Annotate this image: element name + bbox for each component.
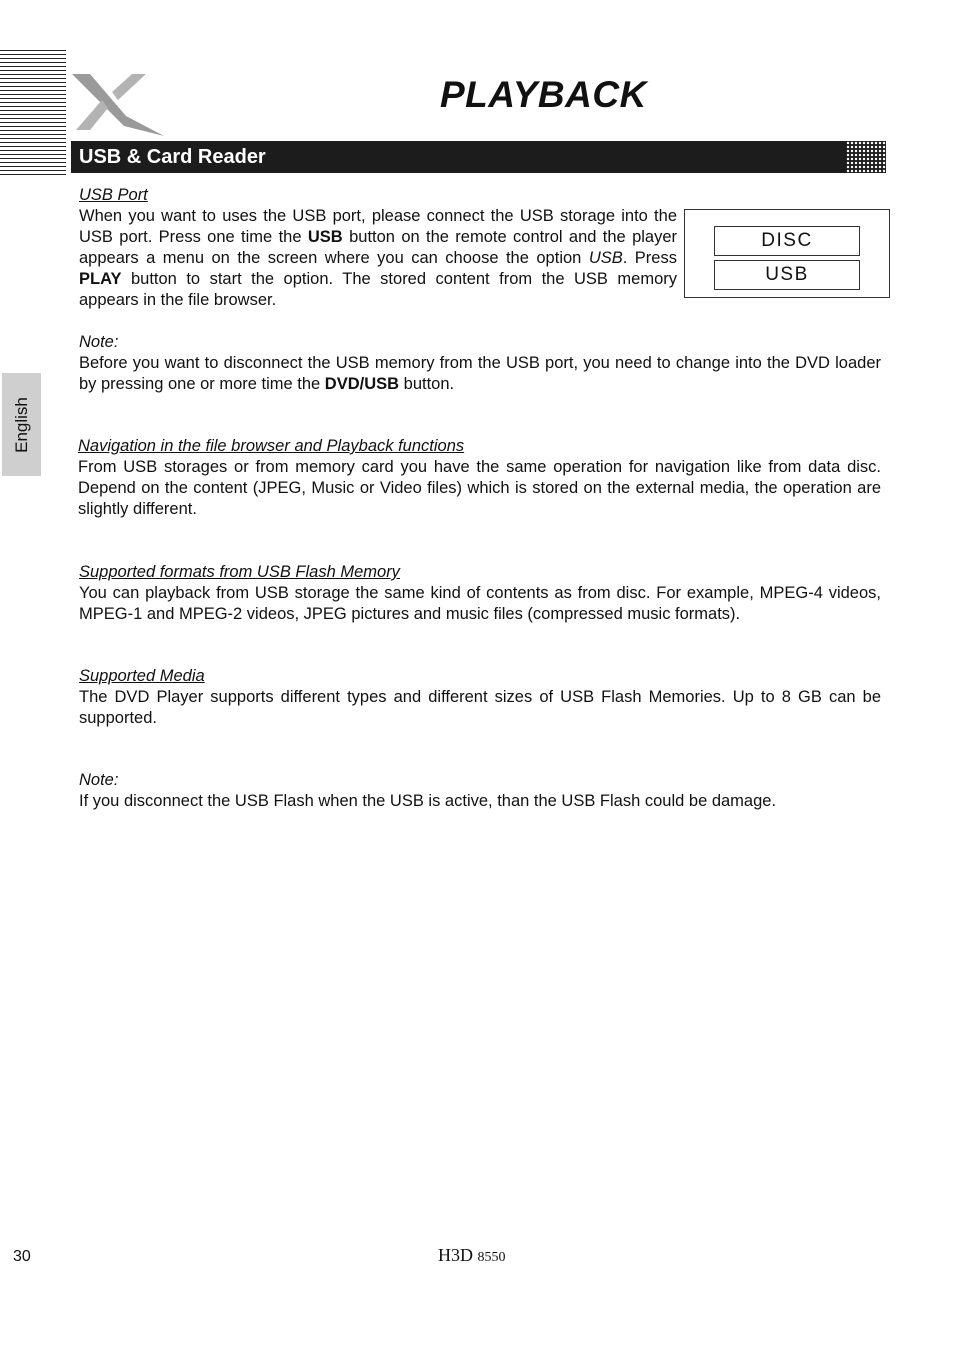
model-name — [438, 1245, 506, 1266]
usb-port-text-2: button on the remote control and the player appears a menu on the screen where you can choose the option — [79, 228, 678, 267]
media-section — [79, 666, 881, 729]
usb-port-text-1: When you want to uses the USB port, please connect the USB storage into the USB port. Press one time the — [79, 207, 677, 246]
note-2-heading: Note: — [79, 771, 119, 789]
usb-port-text-3: . Press — [622, 249, 677, 267]
model-number: 8550 — [477, 1250, 506, 1265]
dvd-usb-key-label: DVD/USB — [324, 375, 400, 393]
language-tab — [2, 373, 41, 476]
language-label: English — [11, 396, 31, 453]
usb-option-label: USB — [588, 249, 623, 267]
note-2-text: If you disconnect the USB Flash when the USB is active, than the USB Flash could be damage. — [79, 792, 777, 810]
navigation-heading: Navigation in the file browser and Playback functions — [78, 437, 465, 455]
section-header — [71, 141, 886, 173]
media-heading: Supported Media — [79, 667, 205, 685]
note-1-heading: Note: — [79, 333, 119, 351]
usb-port-text-4: button to start the option. The stored content from the USB memory appears in the file browser. — [79, 270, 677, 309]
source-menu-illustration — [684, 209, 890, 298]
media-text: The DVD Player supports different types and different sizes of USB Flash Memories. Up to 8 GB can be supported. — [79, 688, 881, 727]
page-title: PLAYBACK — [440, 74, 647, 115]
formats-section — [79, 562, 881, 625]
navigation-text: From USB storages or from memory card you have the same operation for navigation like from data disc. Depend on the content (JPEG, Music or Video files) which is stored on the external media, the operation are slightly different. — [78, 458, 881, 518]
usb-menu-option: USB — [714, 260, 860, 290]
formats-text: You can playback from USB storage the same kind of contents as from disc. For example, MPEG-4 videos, MPEG-1 and MPEG-2 videos, JPEG pictures and music files (compressed music formats). — [79, 584, 881, 623]
note-1-section — [79, 332, 881, 395]
dot-pattern-decoration — [846, 141, 886, 173]
formats-heading: Supported formats from USB Flash Memory — [79, 563, 400, 581]
play-key-label: PLAY — [79, 270, 122, 288]
usb-key-label: USB — [307, 228, 343, 246]
brand-x-logo — [68, 70, 168, 138]
disc-menu-option: DISC — [714, 226, 860, 256]
usb-port-heading: USB Port — [79, 186, 148, 204]
model-prefix: H3D — [438, 1245, 473, 1265]
note-1-text-2: button. — [399, 375, 455, 393]
note-2-section — [79, 770, 881, 812]
note-1-text-1: Before you want to disconnect the USB memory from the USB port, you need to change into the DVD loader by pressing one or more time the — [79, 354, 881, 393]
usb-port-section — [79, 185, 677, 311]
header-stripes — [0, 50, 66, 178]
section-title: USB & Card Reader — [79, 146, 266, 168]
navigation-section — [78, 436, 881, 520]
page-number: 30 — [13, 1248, 31, 1265]
